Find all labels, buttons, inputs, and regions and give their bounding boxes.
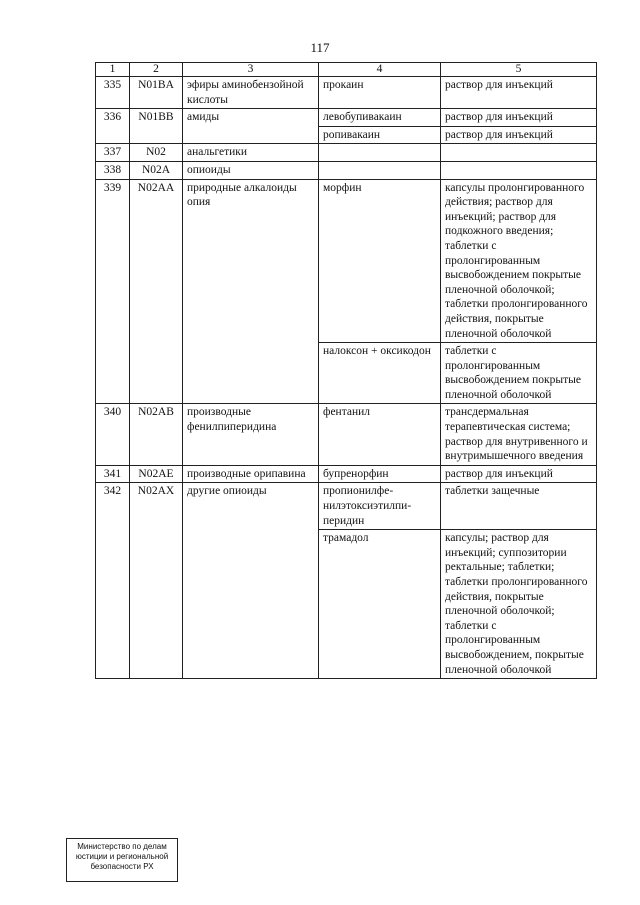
group-name-cell: производные фенилпиперидина — [183, 404, 319, 465]
group-name-cell: амиды — [183, 109, 319, 144]
header-col-5: 5 — [441, 63, 597, 77]
group-name-cell: анальгетики — [183, 144, 319, 162]
atc-code-cell: N02 — [130, 144, 183, 162]
table-header-row — [96, 63, 597, 77]
header-col-1: 1 — [96, 63, 130, 77]
table-row — [96, 465, 597, 483]
dosage-form-cell: таблетки с пролонгированным высвобождением покрытые пленочной оболочкой — [441, 343, 597, 404]
header-col-4: 4 — [319, 63, 441, 77]
atc-code-cell: N01BB — [130, 109, 183, 144]
dosage-form-cell: раствор для инъекций — [441, 77, 597, 109]
drug-name-cell: бупренорфин — [319, 465, 441, 483]
stamp-line: безопасности РХ — [90, 862, 154, 871]
dosage-form-cell — [441, 161, 597, 179]
dosage-form-cell: таблетки защечные — [441, 483, 597, 530]
header-col-3: 3 — [183, 63, 319, 77]
drug-name-cell: левобупивакаин — [319, 109, 441, 127]
row-number-cell: 338 — [96, 161, 130, 179]
drug-name-cell — [319, 144, 441, 162]
drug-name-cell — [319, 161, 441, 179]
table-row — [96, 109, 597, 127]
drug-name-cell: налоксон + оксикодон — [319, 343, 441, 404]
drug-table — [95, 62, 597, 679]
stamp-line: юстиции и региональной — [75, 852, 169, 861]
drug-name-cell: прокаин — [319, 77, 441, 109]
row-number-cell: 339 — [96, 179, 130, 404]
drug-name-cell: фентанил — [319, 404, 441, 465]
dosage-form-cell — [441, 144, 597, 162]
group-name-cell: производные орипавина — [183, 465, 319, 483]
group-name-cell: опиоиды — [183, 161, 319, 179]
group-name-cell: природные алкалоиды опия — [183, 179, 319, 404]
table-row — [96, 404, 597, 465]
row-number-cell: 342 — [96, 483, 130, 679]
stamp-line: Министерство по делам — [77, 842, 167, 851]
row-number-cell: 337 — [96, 144, 130, 162]
drug-name-cell: трамадол — [319, 530, 441, 679]
table-row — [96, 161, 597, 179]
row-number-cell: 335 — [96, 77, 130, 109]
table-row — [96, 483, 597, 530]
drug-name-cell: пропионилфе-нилэтоксиэтилпи-перидин — [319, 483, 441, 530]
group-name-cell: другие опиоиды — [183, 483, 319, 679]
row-number-cell: 341 — [96, 465, 130, 483]
table-row — [96, 179, 597, 343]
page-number: 117 — [310, 40, 330, 55]
dosage-form-cell: раствор для инъекций — [441, 465, 597, 483]
header-col-2: 2 — [130, 63, 183, 77]
atc-code-cell: N02A — [130, 161, 183, 179]
group-name-cell: эфиры аминобензойной кислоты — [183, 77, 319, 109]
atc-code-cell: N02AE — [130, 465, 183, 483]
dosage-form-cell: капсулы пролонгированного действия; раствор для инъекций; раствор для подкожного введения; таблетки с пролонгированным высвобождением покрытые пленочной оболочкой; таблетки пролонгированного действия, покрытые пленочной оболочкой — [441, 179, 597, 343]
dosage-form-cell: раствор для инъекций — [441, 126, 597, 144]
row-number-cell: 340 — [96, 404, 130, 465]
drug-name-cell: морфин — [319, 179, 441, 343]
atc-code-cell: N02AX — [130, 483, 183, 679]
table-row — [96, 77, 597, 109]
drug-name-cell: ропивакаин — [319, 126, 441, 144]
row-number-cell: 336 — [96, 109, 130, 144]
atc-code-cell: N01BA — [130, 77, 183, 109]
atc-code-cell: N02AA — [130, 179, 183, 404]
dosage-form-cell: трансдермальная терапевтическая система; раствор для внутривенного и внутримышечного введения — [441, 404, 597, 465]
dosage-form-cell: капсулы; раствор для инъекций; суппозитории ректальные; таблетки; таблетки пролонгированного действия, покрытые пленочной оболочкой; таблетки с пролонгированным высвобождением, покрытые пленочной оболочкой — [441, 530, 597, 679]
registration-stamp — [66, 838, 178, 882]
dosage-form-cell: раствор для инъекций — [441, 109, 597, 127]
atc-code-cell: N02AB — [130, 404, 183, 465]
table-row — [96, 144, 597, 162]
